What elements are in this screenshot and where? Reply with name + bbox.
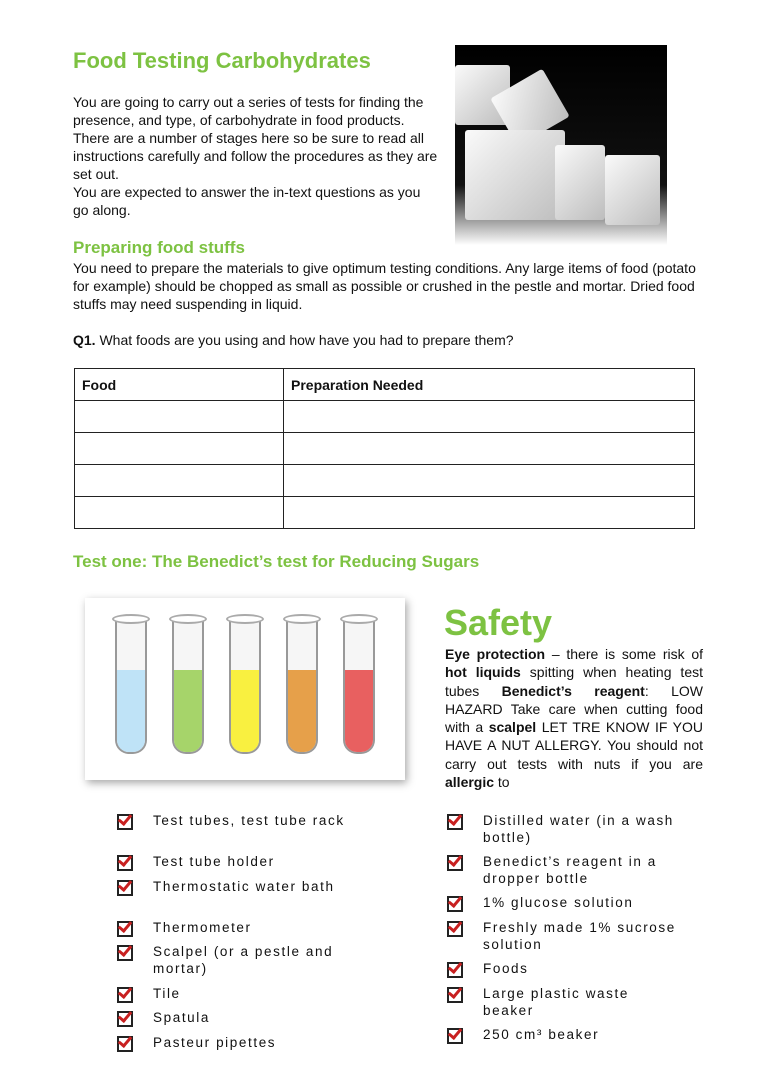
test-one-heading: Test one: The Benedict’s test for Reducing Sugars [73, 552, 480, 571]
equipment-item: Test tubes, test tube rack [153, 813, 345, 828]
checkbox-icon[interactable] [447, 1028, 463, 1044]
test-tubes-image [85, 598, 405, 780]
safety-text: Eye protection – there is some risk of hot liquids spitting when heating test tubes Benedict’s reagent: LOW HAZARD Take care when cutting food with a scalpel LET TRE KNOW IF YOU HAVE A NUT ALLERGY. You should not carry out tests with nuts if you are allergic to [445, 646, 704, 791]
prep-cell[interactable] [284, 433, 695, 465]
equipment-item: Pasteur pipettes [153, 1035, 277, 1050]
equipment-item: Thermometer [153, 920, 252, 935]
page-title: Food Testing Carbohydrates [73, 48, 371, 73]
checkbox-icon[interactable] [117, 921, 133, 937]
food-cell[interactable] [75, 465, 284, 497]
checkbox-icon[interactable] [117, 855, 133, 871]
sugar-cubes-image [455, 45, 667, 245]
safety-heading: Safety [444, 602, 553, 643]
checkbox-icon[interactable] [117, 880, 133, 896]
q1-text: What foods are you using and how have you had to prepare them? [95, 332, 514, 348]
table-row [75, 433, 695, 465]
checkbox-icon[interactable] [447, 855, 463, 871]
equipment-item: 250 cm³ beaker [483, 1027, 600, 1042]
test-tube [229, 618, 261, 754]
food-prep-table [74, 368, 695, 529]
test-tube [115, 618, 147, 754]
food-cell[interactable] [75, 401, 284, 433]
equipment-item: Distilled water (in a wash bottle) [483, 813, 674, 845]
prep-text: You need to prepare the materials to give optimum testing conditions. Any large items of food (potato for example) should be chopped as small as possible or crushed in the pestle and mortar. Dried food stuffs may need suspending in liquid. [73, 260, 696, 312]
checkbox-icon[interactable] [447, 814, 463, 830]
food-cell[interactable] [75, 497, 284, 529]
checkbox-icon[interactable] [447, 987, 463, 1003]
question-1 [73, 331, 514, 349]
equipment-item: Scalpel (or a pestle and mortar) [153, 944, 334, 976]
prep-cell[interactable] [284, 401, 695, 433]
checkbox-icon[interactable] [117, 945, 133, 961]
checkbox-icon[interactable] [117, 1036, 133, 1052]
equipment-item: 1% glucose solution [483, 895, 634, 910]
intro-paragraph-2: You are expected to answer the in-text questions as you go along. [73, 184, 421, 218]
food-cell[interactable] [75, 433, 284, 465]
equipment-item: Thermostatic water bath [153, 879, 335, 894]
equipment-item: Tile [153, 986, 181, 1001]
prep-heading: Preparing food stuffs [73, 238, 245, 257]
equipment-item: Spatula [153, 1010, 210, 1025]
table-row [75, 401, 695, 433]
prep-cell[interactable] [284, 497, 695, 529]
checkbox-icon[interactable] [447, 962, 463, 978]
equipment-item: Benedict’s reagent in a dropper bottle [483, 854, 657, 886]
prep-cell[interactable] [284, 465, 695, 497]
header-food: Food [75, 369, 284, 401]
test-tube [172, 618, 204, 754]
q1-label: Q1. [73, 332, 96, 348]
checkbox-icon[interactable] [117, 987, 133, 1003]
checkbox-icon[interactable] [117, 814, 133, 830]
table-row [75, 465, 695, 497]
checkbox-icon[interactable] [117, 1011, 133, 1027]
header-preparation: Preparation Needed [284, 369, 695, 401]
equipment-item: Freshly made 1% sucrose solution [483, 920, 676, 952]
checkbox-icon[interactable] [447, 896, 463, 912]
equipment-item: Large plastic waste beaker [483, 986, 629, 1018]
equipment-item: Foods [483, 961, 529, 976]
intro-paragraph: You are going to carry out a series of tests for finding the presence, and type, of carbohydrate in food products. There are a number of stages here so be sure to read all instructions carefully and follow the procedures as they are set out. [73, 94, 438, 182]
equipment-item: Test tube holder [153, 854, 275, 869]
test-tube [286, 618, 318, 754]
checkbox-icon[interactable] [447, 921, 463, 937]
test-tube [343, 618, 375, 754]
intro-text [73, 93, 438, 219]
table-row [75, 497, 695, 529]
